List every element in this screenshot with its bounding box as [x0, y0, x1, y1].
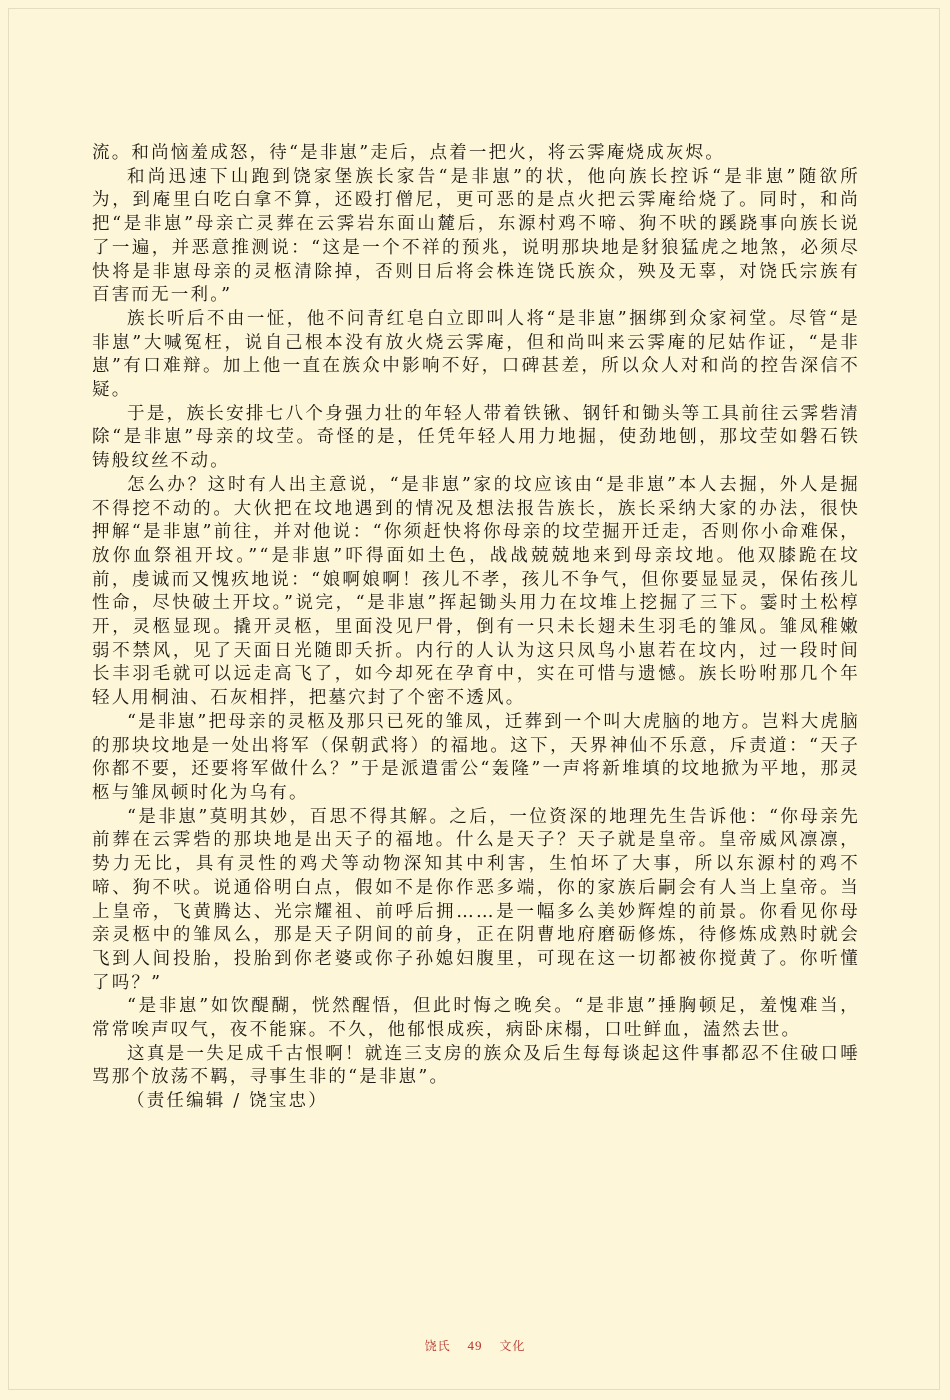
footer-section-name: 文化: [499, 1339, 526, 1353]
paragraph: “是非崽”把母亲的灵柩及那只已死的雏凤，迁葬到一个叫大虎脑的地方。岂料大虎脑的那块坟地是一处出将军（保朝武将）的福地。这下，天界神仙不乐意，斥责道：“天子你都不要，还要将军做什么？”于是派遣雷公“轰隆”一声将新堆填的坟地掀为平地，那灵柩与雏凤顿时化为乌有。: [92, 711, 860, 803]
paragraph: 族长听后不由一怔，他不问青红皂白立即叫人将“是非崽”捆绑到众家祠堂。尽管“是非崽”大喊冤枉，说自己根本没有放火烧云霁庵，但和尚叫来云霁庵的尼姑作证，“是非崽”有口难辩。加上他一直在族众中影响不好，口碑甚差，所以众人对和尚的控告深信不疑。: [92, 308, 860, 401]
paragraph: 这真是一失足成千古恨啊！就连三支房的族众及后生每每谈起这件事都忍不住破口唾骂那个放荡不羁，寻事生非的“是非崽”。: [92, 1043, 860, 1088]
paragraph: 怎么办？这时有人出主意说，“是非崽”家的坟应该由“是非崽”本人去掘，外人是掘不得挖不动的。大伙把在坟地遇到的情况及想法报告族长，族长采纳大家的办法，很快押解“是非崽”前往，并对他说：“你须赶快将你母亲的坟茔掘开迁走，否则你小命难保，放你血祭祖开坟。”“是非崽”吓得面如土色，战战兢兢地来到母亲坟地。他双膝跪在坟前，虔诚而又愧疚地说：“娘啊娘啊！孩儿不孝，孩儿不争气，但你要显显灵，保佑孩儿性命，尽快破土开坟。”说完，“是非崽”挥起锄头用力在坟堆上挖掘了三下。霎时土松椁开，灵柩显现。撬开灵柩，里面没见尸骨，倒有一只未长翅未生羽毛的雏凤。雏凤稚嫩弱不禁风，见了天面日光随即夭折。内行的人认为这只凤鸟小崽若在坟内，过一段时间长丰羽毛就可以远走高飞了，如今却死在孕育中，实在可惜与遗憾。族长吩咐那几个年轻人用桐油、石灰相拌，把墓穴封了个密不透风。: [92, 474, 860, 709]
page-number: 49: [467, 1338, 483, 1353]
paragraph: “是非崽”莫明其妙，百思不得其解。之后，一位资深的地理先生告诉他：“你母亲先前葬在云霁砦的那块地是出天子的福地。什么是天子？天子就是皇帝。皇帝威风凛凛，势力无比，具有灵性的鸡犬等动物深知其中利害，生怕坏了大事，所以东源村的鸡不啼、狗不吠。说通俗明白点，假如不是你作恶多端，你的家族后嗣会有人当上皇帝。当上皇帝，飞黄腾达、光宗耀祖、前呼后拥……是一幅多么美妙辉煌的前景。你看见你母亲灵柩中的雏凤么，那是天子阴间的前身，正在阴曹地府磨砺修炼，待修炼成熟时就会飞到人间投胎，投胎到你老婆或你子孙媳妇腹里，可现在这一切都被你搅黄了。你听懂了吗？”: [92, 806, 860, 993]
paragraph: 流。和尚恼羞成怒，待“是非崽”走后，点着一把火，将云霁庵烧成灰烬。: [92, 143, 725, 163]
paragraph: 和尚迅速下山跑到饶家堡族长家告“是非崽”的状，他向族长控诉“是非崽”随欲所为，到庵里白吃白拿不算，还殴打僧尼，更可恶的是点火把云霁庵给烧了。同时，和尚把“是非崽”母亲亡灵葬在云霁岩东面山麓后，东源村鸡不啼、狗不吠的蹊跷事向族长说了一遍，并恶意推测说：“这是一个不祥的预兆，说明那块地是豺狼猛虎之地煞，必须尽快将是非崽母亲的灵柩清除掉，否则日后将会株连饶氏族众，殃及无辜，对饶氏宗族有百害而无一利。”: [92, 166, 860, 306]
paragraph: “是非崽”如饮醍醐，恍然醒悟，但此时悔之晚矣。“是非崽”捶胸顿足，羞愧难当，常常唉声叹气，夜不能寐。不久，他郁恨成疾，病卧床榻，口吐鲜血，溘然去世。: [92, 996, 860, 1041]
page-footer: [0, 1337, 950, 1354]
footer-journal-name: 饶氏: [424, 1339, 451, 1353]
article-body: [92, 142, 860, 1114]
editor-credit: （责任编辑 / 饶宝忠）: [127, 1091, 328, 1112]
paragraph: 于是，族长安排七八个身强力壮的年轻人带着铁锹、钢钎和锄头等工具前往云霁砦清除“是非崽”母亲的坟茔。奇怪的是，任凭年轻人用力地掘，使劲地刨，那坟茔如磐石铁铸般纹丝不动。: [92, 403, 860, 472]
